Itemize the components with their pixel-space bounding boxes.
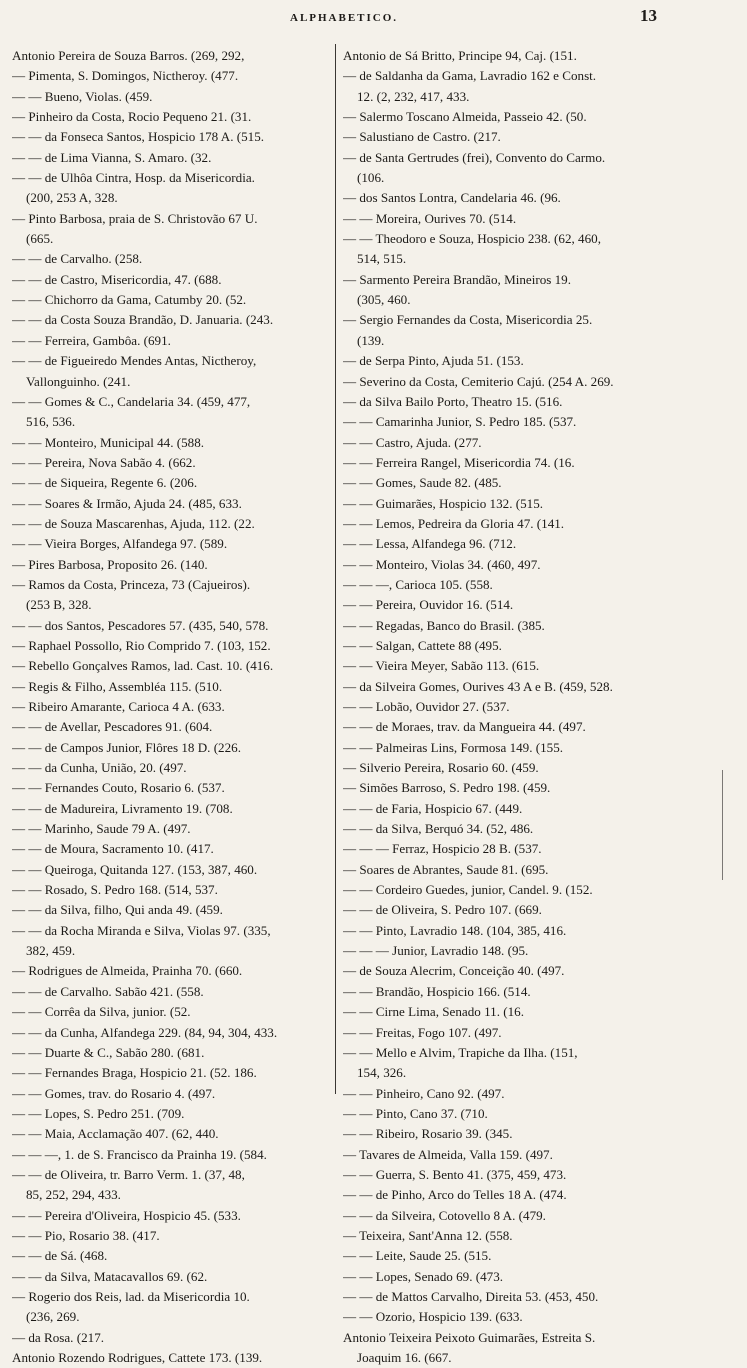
directory-entry-line: — dos Santos Lontra, Candelaria 46. (96. [343,190,561,206]
directory-entry-line: — — de Carvalho. Sabão 421. (558. [12,983,204,999]
page-number: 13 [640,6,657,25]
directory-entry-line: — — Ribeiro, Rosario 39. (345. [343,1126,513,1142]
directory-entry-line: — — Ozorio, Hospicio 139. (633. [343,1309,523,1325]
directory-entry-line: — — Lopes, Senado 69. (473. [343,1268,504,1284]
page-header [0,4,747,34]
directory-entry-line: — — —, Carioca 105. (558. [343,576,493,592]
directory-entry-line: — — Mello e Alvim, Trapiche da Ilha. (151, [343,1044,578,1060]
directory-entry-line: — — Chichorro da Gama, Catumby 20. (52. [12,292,247,308]
directory-entry-line: — de Souza Alecrim, Conceição 40. (497. [343,963,565,979]
directory-entry-line: — — de Souza Mascarenhas, Ajuda, 112. (22. [12,515,255,531]
directory-entry-line: 516, 536. [26,414,76,430]
directory-entry-line: — — Lopes, S. Pedro 251. (709. [12,1105,185,1121]
directory-entry-line: — — de Moraes, trav. da Mangueira 44. (497. [343,719,586,735]
directory-entry-line: — — de Mattos Carvalho, Direita 53. (453, 450. [343,1288,599,1304]
directory-entry-line: — — Gomes, trav. do Rosario 4. (497. [12,1085,216,1101]
directory-entry-line: — — Monteiro, Violas 34. (460, 497. [343,556,541,572]
directory-entry-line: — — Fernandes Couto, Rosario 6. (537. [12,780,225,796]
directory-entry-line: — Ribeiro Amarante, Carioca 4 A. (633. [12,699,225,714]
directory-entry-line: (236, 269. [26,1309,80,1325]
directory-entry-line: — — de Oliveira, tr. Barro Verm. 1. (37, 48, [12,1166,245,1182]
directory-entry-line: Antonio Rozendo Rodrigues, Cattete 173. (139. [12,1350,263,1365]
directory-entry-line: — Pinto Barbosa, praia de S. Christovão 67 U. [12,210,258,226]
directory-entry-line: — de Santa Gertrudes (frei), Convento do Carmo. [343,149,606,165]
directory-entry-line: — — de Oliveira, S. Pedro 107. (669. [343,902,542,918]
directory-entry-line: — — Vieira Meyer, Sabão 113. (615. [343,658,540,674]
column-divider [335,44,336,1094]
directory-entry-line: — Teixeira, Sant'Anna 12. (558. [343,1227,513,1243]
directory-entry-line: Antonio Teixeira Peixoto Guimarães, Estreita S. [343,1329,596,1345]
directory-entry-line: — de Serpa Pinto, Ajuda 51. (153. [343,353,524,369]
directory-entry-line: — — Ferreira Rangel, Misericordia 74. (16. [343,454,575,470]
directory-entry-line: — Pinheiro da Costa, Rocio Pequeno 21. (31. [12,109,252,125]
directory-entry-line: — — Cordeiro Guedes, junior, Candel. 9. (152. [343,882,593,898]
directory-entry-line: — Pimenta, S. Domingos, Nictheroy. (477. [12,68,239,84]
directory-entry-line: — da Rosa. (217. [12,1329,105,1345]
directory-entry-line: — — Gomes & C., Candelaria 34. (459, 477, [12,393,251,409]
directory-entry-line: (305, 460. [357,292,411,308]
directory-entry-line: — — Lobão, Ouvidor 27. (537. [343,699,510,714]
directory-entry-line: — — Brandão, Hospicio 166. (514. [343,983,531,999]
directory-entry-line: — — de Sá. (468. [12,1248,108,1264]
directory-entry-line: — — —, 1. de S. Francisco da Prainha 19. (584. [12,1146,267,1162]
directory-entry-line: — — Corrêa da Silva, junior. (52. [12,1004,191,1020]
directory-entry-line: — — Palmeiras Lins, Formosa 149. (155. [343,739,564,755]
directory-entry-line: 12. (2, 232, 417, 433. [357,88,470,104]
directory-entry-line: — — de Moura, Sacramento 10. (417. [12,841,214,857]
directory-entry-line: — — de Avellar, Pescadores 91. (604. [12,719,213,735]
directory-entry-line: — — Castro, Ajuda. (277. [343,434,482,450]
directory-entry-line: — Soares de Abrantes, Saude 81. (695. [343,861,549,877]
directory-entry-line: — — Pinto, Lavradio 148. (104, 385, 416. [343,922,567,938]
directory-entry-line: (665. [26,231,54,247]
directory-entry-line: — da Silveira Gomes, Ourives 43 A e B. (459, 528. [343,678,613,694]
directory-entry-line: — — da Costa Souza Brandão, D. Januaria. (243. [12,312,274,328]
directory-entry-line: — — de Carvalho. (258. [12,251,143,267]
directory-entry-line: — — Guimarães, Hospicio 132. (515. [343,495,544,511]
directory-entry-line: — — da Cunha, Alfandega 229. (84, 94, 304, 433. [12,1024,278,1040]
directory-entry-line: — Sarmento Pereira Brandão, Mineiros 19. [343,271,571,287]
directory-entry-line: — — Lemos, Pedreira da Gloria 47. (141. [343,515,565,531]
directory-entry-line: — — Marinho, Saude 79 A. (497. [12,821,191,837]
directory-entry-line: Antonio de Sá Britto, Principe 94, Caj. (151. [343,48,577,63]
directory-entry-line: — — Pinheiro, Cano 92. (497. [343,1085,505,1101]
directory-entry-line: — — da Silva, Berquó 34. (52, 486. [343,821,534,837]
directory-entry-line: — Salermo Toscano Almeida, Passeio 42. (50. [343,109,587,125]
directory-entry-line: — — da Silveira, Cotovello 8 A. (479. [343,1207,546,1223]
left-column [12,46,337,1368]
directory-entry-line: — — Monteiro, Municipal 44. (588. [12,434,205,450]
directory-entry-line: 85, 252, 294, 433. [26,1187,121,1203]
directory-entry-line: (200, 253 A, 328. [26,190,118,206]
directory-entry-line: — Silverio Pereira, Rosario 60. (459. [343,760,539,776]
directory-entry-line: (139. [357,332,385,348]
directory-entry-line: — — Duarte & C., Sabão 280. (681. [12,1044,205,1060]
directory-entry-line: — Severino da Costa, Cemiterio Cajú. (254 A. 269. [343,373,614,389]
directory-entry-line: (106. [357,170,385,186]
directory-entry-line: — — Pereira, Nova Sabão 4. (662. [12,454,196,470]
directory-entry-line: — — Cirne Lima, Senado 11. (16. [343,1004,524,1020]
directory-entry-line: — — Pereira, Ouvidor 16. (514. [343,597,514,613]
directory-entry-line: — Pires Barbosa, Proposito 26. (140. [12,556,208,572]
directory-entry-line: — Rogerio dos Reis, lad. da Misericordia 10. [12,1288,250,1304]
page-edge-mark [722,770,741,880]
directory-entry-line: — — Leite, Saude 25. (515. [343,1248,492,1264]
directory-entry-line: — — Pio, Rosario 38. (417. [12,1227,160,1243]
directory-entry-line: — Rodrigues de Almeida, Prainha 70. (660. [12,963,243,979]
directory-entry-line: — — de Castro, Misericordia, 47. (688. [12,271,222,287]
directory-entry-line: — da Silva Bailo Porto, Theatro 15. (516. [343,393,563,409]
directory-entry-line: — — Lessa, Alfandega 96. (712. [343,536,517,552]
directory-entry-line: — de Saldanha da Gama, Lavradio 162 e Const. [343,68,597,84]
directory-entry-line: — — Guerra, S. Bento 41. (375, 459, 473. [343,1166,567,1182]
directory-entry-line: 154, 326. [357,1065,407,1081]
directory-entry-line: — — Pinto, Cano 37. (710. [343,1105,488,1121]
directory-entry-line: — Regis & Filho, Assembléa 115. (510. [12,678,223,694]
running-title: ALPHABETICO. [290,12,399,24]
directory-entry-line: — — da Fonseca Santos, Hospicio 178 A. (515. [12,129,265,145]
directory-entry-line: — — Freitas, Fogo 107. (497. [343,1024,502,1040]
directory-entry-line: — — de Faria, Hospicio 67. (449. [343,800,523,816]
directory-entry-line: (253 B, 328. [26,597,92,613]
directory-entry-line: — — da Silva, Matacavallos 69. (62. [12,1268,208,1284]
directory-entry-line: — — da Rocha Miranda e Silva, Violas 97. (335, [12,922,271,938]
directory-entry-line: — — Fernandes Braga, Hospicio 21. (52. 186. [12,1065,257,1081]
directory-entry-line: — — de Ulhôa Cintra, Hosp. da Misericordia. [12,170,255,186]
directory-entry-line: — — Salgan, Cattete 88 (495. [343,637,502,653]
directory-entry-line: — — Maia, Acclamação 407. (62, 440. [12,1126,219,1142]
directory-entry-line: Antonio Pereira de Souza Barros. (269, 292, [12,48,245,63]
directory-entry-line: — — de Siqueira, Regente 6. (206. [12,475,198,491]
directory-entry-line: — — Queiroga, Quitanda 127. (153, 387, 460. [12,861,258,877]
directory-entry-line: — — Regadas, Banco do Brasil. (385. [343,617,545,633]
directory-entry-line: — Ramos da Costa, Princeza, 73 (Cajueiros). [12,576,251,592]
directory-entry-line: — — de Madureira, Livramento 19. (708. [12,800,233,816]
directory-entry-line: — — Gomes, Saude 82. (485. [343,475,502,491]
directory-entry-line: — — Camarinha Junior, S. Pedro 185. (537. [343,414,577,430]
directory-entry-line: — — — Junior, Lavradio 148. (95. [343,943,529,959]
directory-entry-line: Joaquim 16. (667. [357,1350,452,1365]
directory-entry-line: 514, 515. [357,251,407,267]
directory-entry-line: — — Ferreira, Gambôa. (691. [12,332,171,348]
directory-entry-line: — — Soares & Irmão, Ajuda 24. (485, 633. [12,495,242,511]
directory-entry-line: — — — Ferraz, Hospicio 28 B. (537. [343,841,542,857]
directory-entry-line: — Simões Barroso, S. Pedro 198. (459. [343,780,551,796]
directory-entry-line: — — de Lima Vianna, S. Amaro. (32. [12,149,212,165]
directory-entry-line: — Rebello Gonçalves Ramos, lad. Cast. 10. (416. [12,658,274,674]
directory-entry-line: — — Theodoro e Souza, Hospicio 238. (62, 460, [343,231,601,247]
directory-entry-line: — Raphael Possollo, Rio Comprido 7. (103, 152. [12,637,271,653]
directory-entry-line: — Salustiano de Castro. (217. [343,129,501,145]
directory-entry-line: — Sergio Fernandes da Costa, Misericordia 25. [343,312,593,328]
directory-entry-line: — — Vieira Borges, Alfandega 97. (589. [12,536,228,552]
directory-entry-line: — — dos Santos, Pescadores 57. (435, 540, 578. [12,617,269,633]
directory-entry-line: — Tavares de Almeida, Valla 159. (497. [343,1146,553,1162]
directory-entry-line: — — de Figueiredo Mendes Antas, Nictheroy, [12,353,257,369]
directory-entry-line: — — Bueno, Violas. (459. [12,88,153,104]
directory-entry-line: — — Rosado, S. Pedro 168. (514, 537. [12,882,218,898]
directory-entry-line: — — Pereira d'Oliveira, Hospicio 45. (533. [12,1207,241,1223]
directory-entry-line: 382, 459. [26,943,76,959]
directory-entry-line: — — de Campos Junior, Flôres 18 D. (226. [12,739,241,755]
directory-entry-line: Vallonguinho. (241. [26,373,131,389]
right-column [343,46,673,1368]
directory-entry-line: — — Moreira, Ourives 70. (514. [343,210,517,226]
directory-entry-line: — — da Silva, filho, Qui anda 49. (459. [12,902,223,918]
directory-entry-line: — — da Cunha, União, 20. (497. [12,760,187,776]
directory-entry-line: — — de Pinho, Arco do Telles 18 A. (474. [343,1187,567,1203]
